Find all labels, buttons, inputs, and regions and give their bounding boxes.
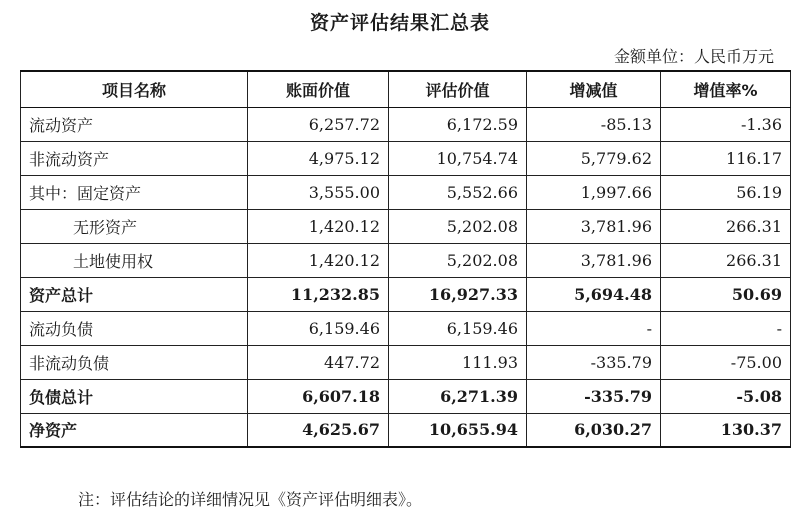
cell-book-value: 6,159.46 bbox=[248, 311, 389, 345]
cell-appraised-value: 6,172.59 bbox=[389, 107, 527, 141]
currency-unit-label: 金额单位：人民币万元 bbox=[613, 47, 774, 66]
table-row bbox=[21, 413, 791, 447]
cell-item-name: 无形资产 bbox=[21, 209, 248, 243]
cell-item-name: 土地使用权 bbox=[21, 243, 248, 277]
cell-item-name: 资产总计 bbox=[21, 277, 248, 311]
cell-item-name: 净资产 bbox=[21, 413, 248, 447]
header-book-value: 账面价值 bbox=[248, 71, 389, 107]
cell-book-value: 4,975.12 bbox=[248, 141, 389, 175]
cell-appraised-value: 5,552.66 bbox=[389, 175, 527, 209]
cell-rate: -75.00 bbox=[661, 345, 791, 379]
cell-change: - bbox=[527, 311, 661, 345]
cell-item-name: 流动资产 bbox=[21, 107, 248, 141]
cell-change: 5,779.62 bbox=[527, 141, 661, 175]
cell-rate: 56.19 bbox=[661, 175, 791, 209]
header-appraised-value: 评估价值 bbox=[389, 71, 527, 107]
table-row bbox=[21, 379, 791, 413]
valuation-summary-table bbox=[20, 70, 791, 448]
cell-appraised-value: 10,655.94 bbox=[389, 413, 527, 447]
table-row bbox=[21, 345, 791, 379]
cell-rate: 50.69 bbox=[661, 277, 791, 311]
table-row bbox=[21, 277, 791, 311]
table-header-row bbox=[21, 71, 791, 107]
cell-change: 1,997.66 bbox=[527, 175, 661, 209]
cell-appraised-value: 6,271.39 bbox=[389, 379, 527, 413]
cell-appraised-value: 5,202.08 bbox=[389, 243, 527, 277]
cell-rate: 116.17 bbox=[661, 141, 791, 175]
cell-change: 6,030.27 bbox=[527, 413, 661, 447]
cell-book-value: 6,607.18 bbox=[248, 379, 389, 413]
header-item-name: 项目名称 bbox=[21, 71, 248, 107]
cell-change: 3,781.96 bbox=[527, 209, 661, 243]
table-row bbox=[21, 311, 791, 345]
cell-book-value: 6,257.72 bbox=[248, 107, 389, 141]
cell-book-value: 3,555.00 bbox=[248, 175, 389, 209]
cell-item-name: 非流动资产 bbox=[21, 141, 248, 175]
cell-rate: 266.31 bbox=[661, 209, 791, 243]
cell-book-value: 1,420.12 bbox=[248, 209, 389, 243]
table-row bbox=[21, 209, 791, 243]
cell-appraised-value: 6,159.46 bbox=[389, 311, 527, 345]
cell-rate: -1.36 bbox=[661, 107, 791, 141]
table-row bbox=[21, 243, 791, 277]
table-row bbox=[21, 175, 791, 209]
cell-appraised-value: 10,754.74 bbox=[389, 141, 527, 175]
cell-book-value: 1,420.12 bbox=[248, 243, 389, 277]
cell-rate: -5.08 bbox=[661, 379, 791, 413]
header-change: 增减值 bbox=[527, 71, 661, 107]
cell-item-name: 其中：固定资产 bbox=[21, 175, 248, 209]
cell-change: -85.13 bbox=[527, 107, 661, 141]
cell-book-value: 11,232.85 bbox=[248, 277, 389, 311]
cell-item-name: 非流动负债 bbox=[21, 345, 248, 379]
cell-change: 3,781.96 bbox=[527, 243, 661, 277]
cell-appraised-value: 16,927.33 bbox=[389, 277, 527, 311]
header-rate: 增值率% bbox=[661, 71, 791, 107]
cell-rate: 130.37 bbox=[661, 413, 791, 447]
table-row bbox=[21, 107, 791, 141]
table-row bbox=[21, 141, 791, 175]
cell-change: -335.79 bbox=[527, 379, 661, 413]
page-title: 资产评估结果汇总表 bbox=[309, 12, 490, 34]
cell-rate: 266.31 bbox=[661, 243, 791, 277]
footnote: 注：评估结论的详细情况见《资产评估明细表》。 bbox=[78, 490, 423, 509]
cell-rate: - bbox=[661, 311, 791, 345]
cell-item-name: 负债总计 bbox=[21, 379, 248, 413]
cell-change: -335.79 bbox=[527, 345, 661, 379]
cell-book-value: 447.72 bbox=[248, 345, 389, 379]
cell-book-value: 4,625.67 bbox=[248, 413, 389, 447]
cell-change: 5,694.48 bbox=[527, 277, 661, 311]
cell-item-name: 流动负债 bbox=[21, 311, 248, 345]
cell-appraised-value: 5,202.08 bbox=[389, 209, 527, 243]
cell-appraised-value: 111.93 bbox=[389, 345, 527, 379]
